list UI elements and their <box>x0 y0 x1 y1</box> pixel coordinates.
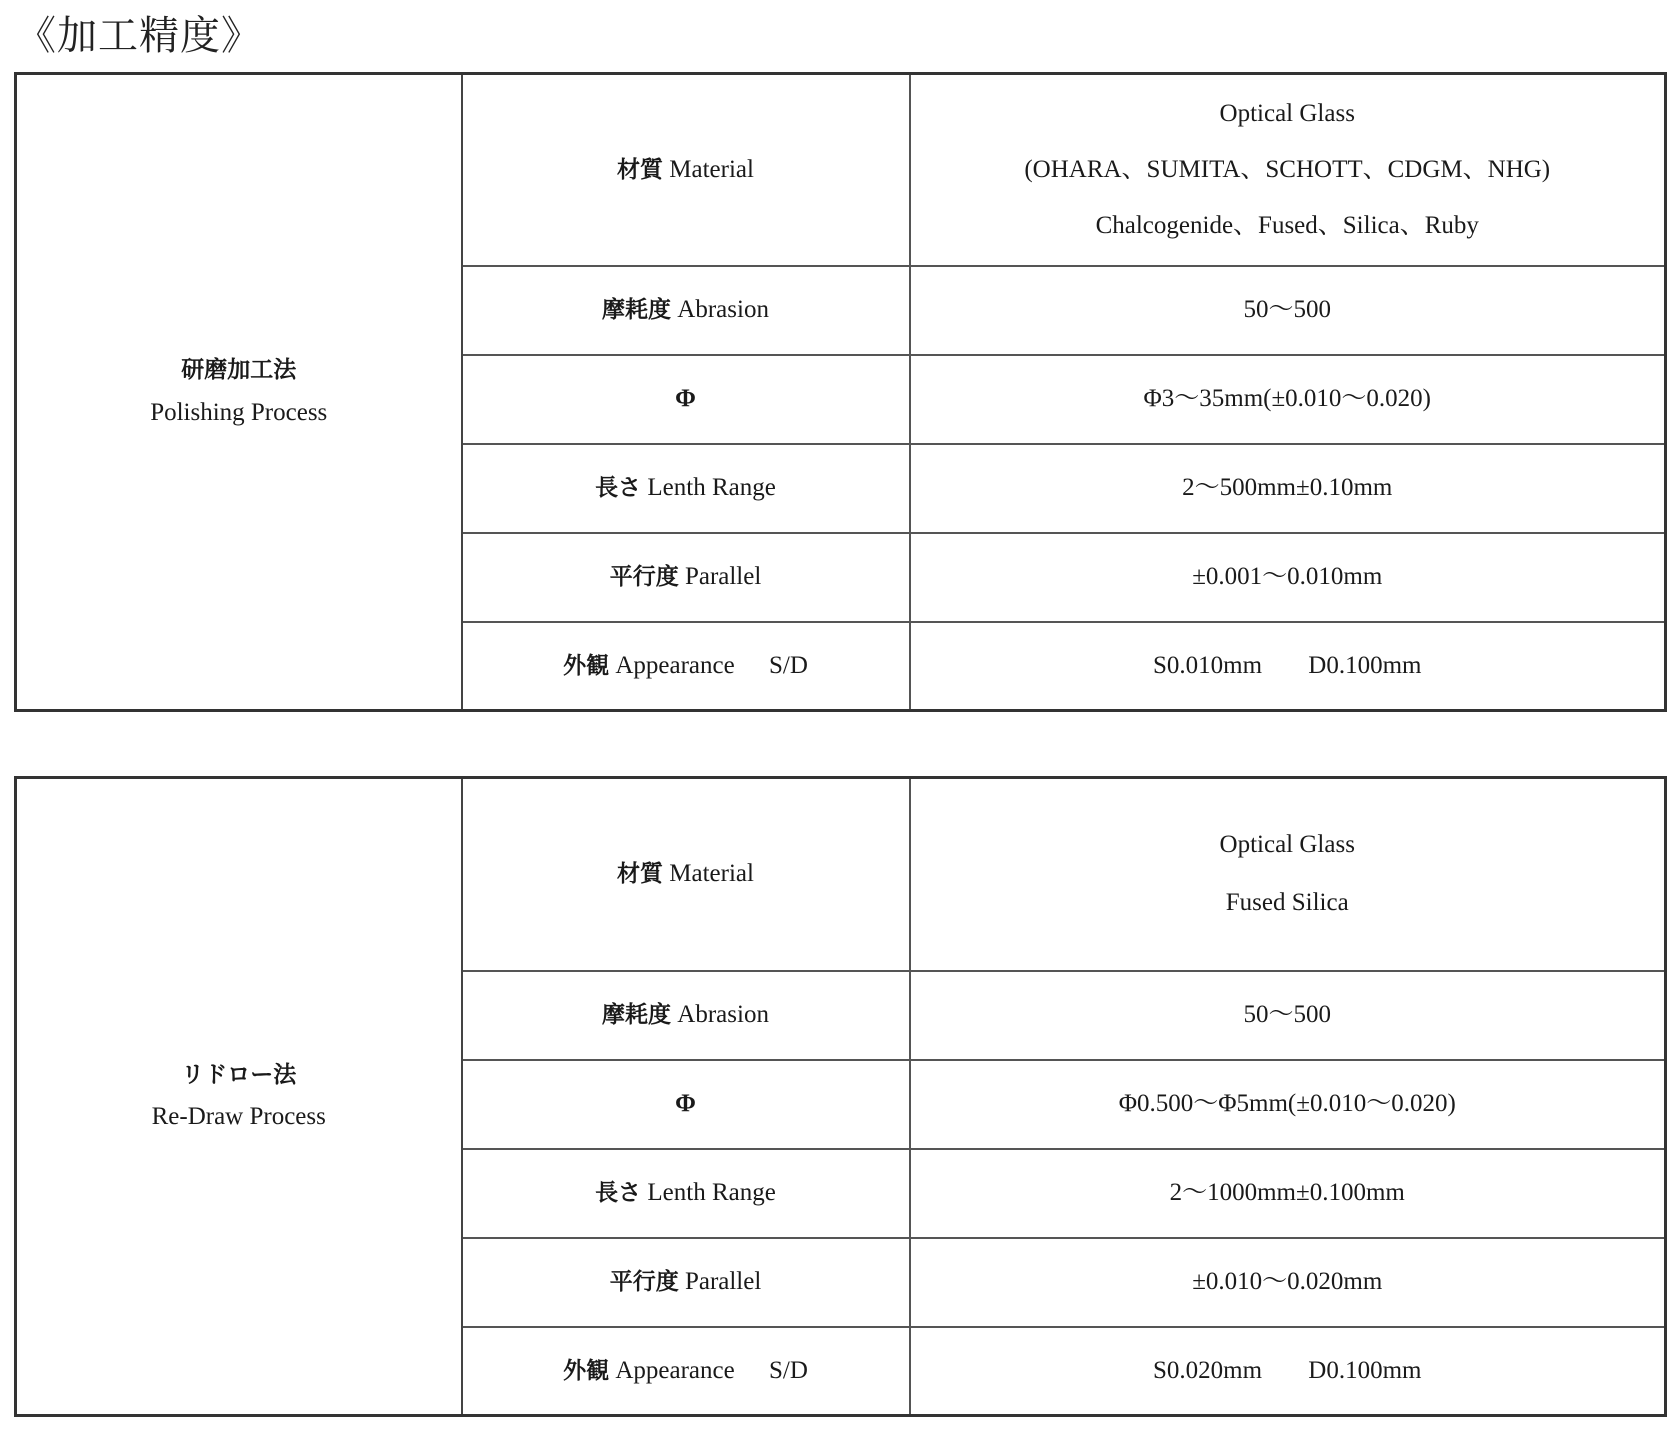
material-value: Optical Glass <box>1219 99 1355 127</box>
label-cell <box>462 1149 910 1238</box>
label-en: Appearance <box>615 651 735 679</box>
label-cell <box>462 74 910 266</box>
value-cell: Φ3〜35mm(±0.010〜0.020) <box>910 355 1666 444</box>
label-cell <box>462 355 910 444</box>
value-cell <box>910 1327 1666 1416</box>
diameter-symbol: Φ <box>675 385 696 412</box>
label-en: Material <box>669 860 754 888</box>
polishing-spec-table <box>14 72 1667 712</box>
label-cell <box>462 533 910 622</box>
label-ja: 平行度 <box>609 1269 679 1294</box>
value-cell: Φ0.500〜Φ5mm(±0.010〜0.020) <box>910 1060 1666 1149</box>
value-cell: ±0.001〜0.010mm <box>910 533 1666 622</box>
label-en: Material <box>669 155 754 183</box>
value-d: D0.100mm <box>1308 651 1422 679</box>
value-cell <box>910 778 1666 971</box>
process-name-ja: 研磨加工法 <box>181 357 297 383</box>
label-ja: 外観 <box>563 1357 610 1383</box>
label-en: Lenth Range <box>647 1179 776 1206</box>
process-name-en: Polishing Process <box>150 398 328 426</box>
label-cell <box>462 266 910 355</box>
value-cell: 50〜500 <box>910 266 1666 355</box>
label-en: Abrasion <box>677 296 769 323</box>
label-cell <box>462 444 910 533</box>
value-cell: 2〜1000mm±0.100mm <box>910 1149 1666 1238</box>
label-cell <box>462 622 910 711</box>
value-cell: 2〜500mm±0.10mm <box>910 444 1666 533</box>
material-row <box>16 74 1666 266</box>
label-en: Lenth Range <box>647 474 776 501</box>
label-ja: 摩耗度 <box>602 297 672 322</box>
material-value: (OHARA、SUMITA、SCHOTT、CDGM、NHG) <box>1024 155 1551 183</box>
material-value: Optical Glass <box>1219 831 1355 859</box>
page-heading: 《加工精度》 <box>16 13 262 59</box>
material-value: Fused Silica <box>1225 889 1349 917</box>
label-cell <box>462 971 910 1060</box>
label-ja: 材質 <box>617 861 664 887</box>
value-cell: ±0.010〜0.020mm <box>910 1238 1666 1327</box>
value-cell <box>910 74 1666 266</box>
diameter-symbol: Φ <box>675 1090 696 1117</box>
label-en: Appearance <box>615 1356 735 1384</box>
label-cell <box>462 1327 910 1416</box>
label-sd: S/D <box>768 651 808 679</box>
label-cell <box>462 778 910 971</box>
label-cell <box>462 1238 910 1327</box>
value-cell <box>910 622 1666 711</box>
value-s: S0.020mm <box>1153 1356 1263 1384</box>
label-en: Parallel <box>684 563 762 590</box>
redraw-spec-table <box>14 776 1667 1417</box>
label-ja: 長さ <box>595 1180 642 1205</box>
process-name-cell <box>16 74 462 711</box>
label-sd: S/D <box>768 1356 808 1384</box>
label-cell <box>462 1060 910 1149</box>
label-en: Abrasion <box>677 1001 769 1028</box>
material-row <box>16 778 1666 971</box>
value-s: S0.010mm <box>1153 651 1263 679</box>
label-ja: 摩耗度 <box>602 1002 672 1027</box>
value-cell: 50〜500 <box>910 971 1666 1060</box>
label-en: Parallel <box>684 1268 762 1295</box>
label-ja: 長さ <box>595 475 642 500</box>
process-name-cell <box>16 778 462 1416</box>
label-ja: 外観 <box>563 652 610 678</box>
value-d: D0.100mm <box>1308 1356 1422 1384</box>
process-name-en: Re-Draw Process <box>151 1103 326 1131</box>
label-ja: 平行度 <box>609 564 679 589</box>
label-ja: 材質 <box>617 156 664 182</box>
material-value: Chalcogenide、Fused、Silica、Ruby <box>1095 211 1479 239</box>
process-name-ja: リドロー法 <box>181 1061 297 1087</box>
